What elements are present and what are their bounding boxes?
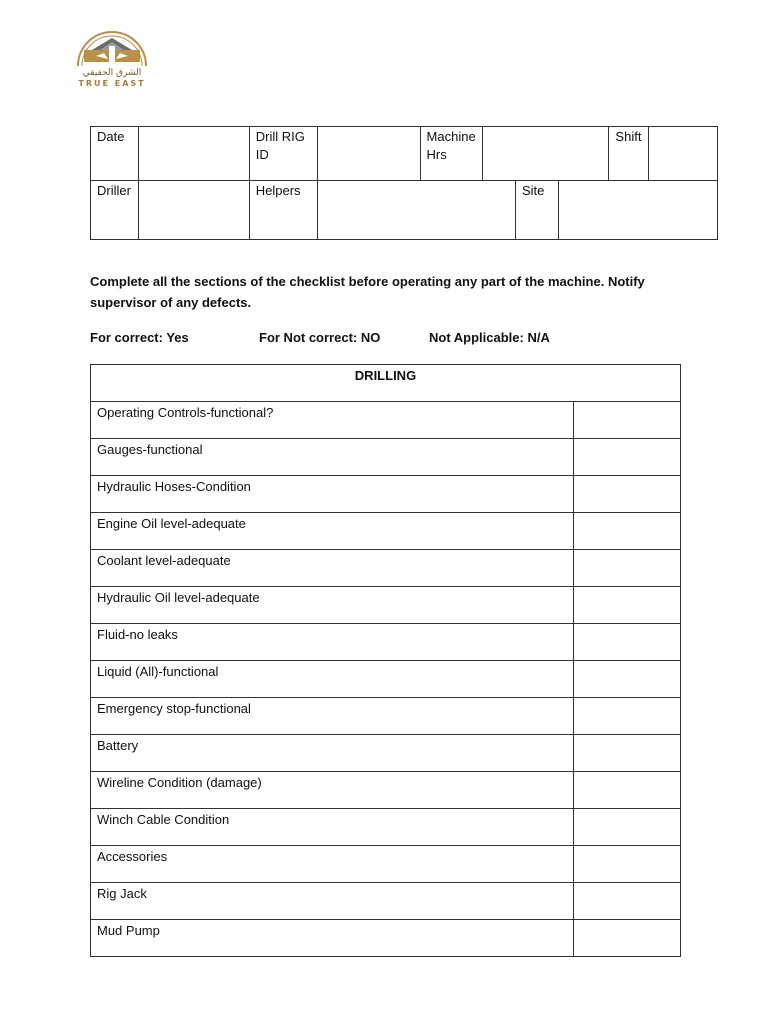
checklist-item-label: Hydraulic Oil level-adequate xyxy=(91,587,574,624)
checklist-item-label: Hydraulic Hoses-Condition xyxy=(91,476,574,513)
shift-field[interactable] xyxy=(648,127,717,181)
checklist-answer-field[interactable] xyxy=(574,809,681,846)
checklist-item-label: Wireline Condition (damage) xyxy=(91,772,574,809)
checklist-item-label: Battery xyxy=(91,735,574,772)
legend-correct: For correct: Yes xyxy=(90,330,189,345)
legend-not-applicable: Not Applicable: N/A xyxy=(429,330,550,345)
instructions-text: Complete all the sections of the checklist before operating any part of the machine. Notify supervisor of any defects. xyxy=(90,274,645,310)
legend-not-correct: For Not correct: NO xyxy=(259,330,381,345)
helpers-label: Helpers xyxy=(249,181,317,240)
checklist-answer-field[interactable] xyxy=(574,698,681,735)
checklist-item-label: Mud Pump xyxy=(91,920,574,957)
table-row xyxy=(91,402,681,439)
checklist-answer-field[interactable] xyxy=(574,550,681,587)
table-row xyxy=(91,587,681,624)
site-label: Site xyxy=(515,181,558,240)
table-row xyxy=(91,661,681,698)
checklist-answer-field[interactable] xyxy=(574,402,681,439)
checklist-answer-field[interactable] xyxy=(574,661,681,698)
table-row xyxy=(91,846,681,883)
checklist-answer-field[interactable] xyxy=(574,846,681,883)
checklist-answer-field[interactable] xyxy=(574,624,681,661)
date-label: Date xyxy=(91,127,139,181)
checklist-header: DRILLING xyxy=(91,365,681,402)
table-row xyxy=(91,439,681,476)
date-field[interactable] xyxy=(139,127,250,181)
checklist-item-label: Gauges-functional xyxy=(91,439,574,476)
info-row-1 xyxy=(91,127,718,181)
driller-label: Driller xyxy=(91,181,139,240)
checklist-item-label: Liquid (All)-functional xyxy=(91,661,574,698)
table-row xyxy=(91,513,681,550)
checklist-item-label: Operating Controls-functional? xyxy=(91,402,574,439)
drill-rig-id-label: Drill RIG ID xyxy=(249,127,317,181)
checklist-answer-field[interactable] xyxy=(574,476,681,513)
answer-legend xyxy=(90,330,710,350)
checklist-answer-field[interactable] xyxy=(574,587,681,624)
table-row xyxy=(91,809,681,846)
checklist-answer-field[interactable] xyxy=(574,513,681,550)
company-logo xyxy=(72,26,156,90)
drill-rig-id-field[interactable] xyxy=(318,127,420,181)
machine-hrs-field[interactable] xyxy=(482,127,609,181)
helpers-field[interactable] xyxy=(318,181,516,240)
table-row xyxy=(91,735,681,772)
checklist-header-row xyxy=(91,365,681,402)
checklist-answer-field[interactable] xyxy=(574,920,681,957)
machine-hrs-label: Machine Hrs xyxy=(420,127,482,181)
info-table xyxy=(90,126,718,240)
checklist-item-label: Accessories xyxy=(91,846,574,883)
table-row xyxy=(91,920,681,957)
table-row xyxy=(91,476,681,513)
checklist-item-label: Engine Oil level-adequate xyxy=(91,513,574,550)
table-row xyxy=(91,772,681,809)
checklist-item-label: Emergency stop-functional xyxy=(91,698,574,735)
checklist-answer-field[interactable] xyxy=(574,439,681,476)
checklist-item-label: Coolant level-adequate xyxy=(91,550,574,587)
driller-field[interactable] xyxy=(139,181,250,240)
site-field[interactable] xyxy=(559,181,718,240)
checklist-item-label: Rig Jack xyxy=(91,883,574,920)
checklist-item-label: Fluid-no leaks xyxy=(91,624,574,661)
table-row xyxy=(91,883,681,920)
checklist-item-label: Winch Cable Condition xyxy=(91,809,574,846)
table-row xyxy=(91,624,681,661)
table-row xyxy=(91,698,681,735)
checklist-answer-field[interactable] xyxy=(574,883,681,920)
logo-arabic-text: الشرق الحقيقي xyxy=(82,68,142,78)
table-row xyxy=(91,550,681,587)
info-row-2 xyxy=(91,181,718,240)
drilling-checklist-table xyxy=(90,364,681,957)
checklist-answer-field[interactable] xyxy=(574,735,681,772)
logo-emblem-icon xyxy=(72,26,152,70)
logo-latin-text: TRUE EAST xyxy=(78,79,146,88)
checklist-answer-field[interactable] xyxy=(574,772,681,809)
shift-label: Shift xyxy=(609,127,648,181)
